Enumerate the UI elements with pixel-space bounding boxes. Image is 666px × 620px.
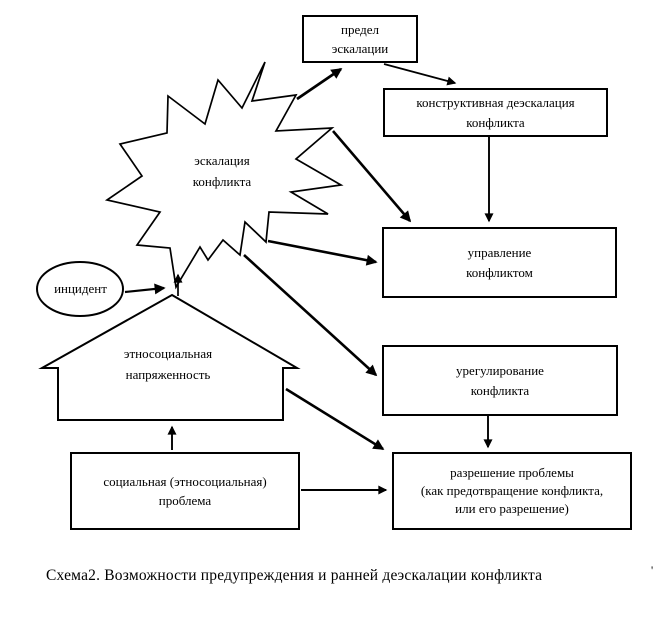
node-label-line: конфликта [192, 174, 252, 189]
node-label-line: инцидент [54, 280, 107, 296]
node-constructive-deescalation [383, 88, 608, 137]
ellipse-incident-shape [37, 262, 123, 316]
node-label-line: (как предотвращение конфликта, [420, 482, 604, 498]
stray-scan-mark: ' [651, 563, 654, 577]
figure-caption: Схема2. Возможности предупреждения и ранней деэскалации конфликта [46, 567, 543, 584]
arrow-incident-to-tension [125, 288, 164, 292]
node-label-line: конфликта [470, 382, 530, 398]
arrow-star-to-management-left [268, 241, 376, 262]
node-label-line: конфликтом [466, 264, 533, 280]
arrow-tension-to-resolution [286, 389, 383, 449]
node-label-line: управление [467, 245, 532, 260]
arrow-star-to-escalation-limit [297, 69, 341, 99]
node-label-line: социальная (этносоциальная) [103, 473, 267, 489]
node-label-line: предел [341, 21, 379, 37]
node-label-line: эскалации [331, 41, 389, 56]
node-label-line: проблема [158, 493, 212, 508]
node-label-line: конфликта [466, 114, 525, 130]
node-social-problem [70, 452, 300, 530]
node-label-line: эскалация [194, 153, 250, 169]
node-label-line: или его разрешение) [455, 501, 569, 517]
arrow-star-to-management-top [333, 131, 410, 221]
node-label-line: этносоциальная [123, 346, 213, 362]
starburst-conflict-escalation-shape [107, 62, 341, 287]
node-conflict-management [382, 227, 617, 298]
arrow-limit-to-constructive-deescalation [384, 64, 455, 83]
node-label-line: разрешение проблемы [450, 464, 574, 480]
node-problem-resolution [392, 452, 632, 530]
node-escalation-limit [302, 15, 418, 63]
node-label-line: урегулирование [456, 363, 544, 378]
node-label-line: конструктивная деэскалация [416, 95, 575, 110]
node-label-line: напряженность [125, 367, 211, 382]
node-conflict-settlement [382, 345, 618, 416]
